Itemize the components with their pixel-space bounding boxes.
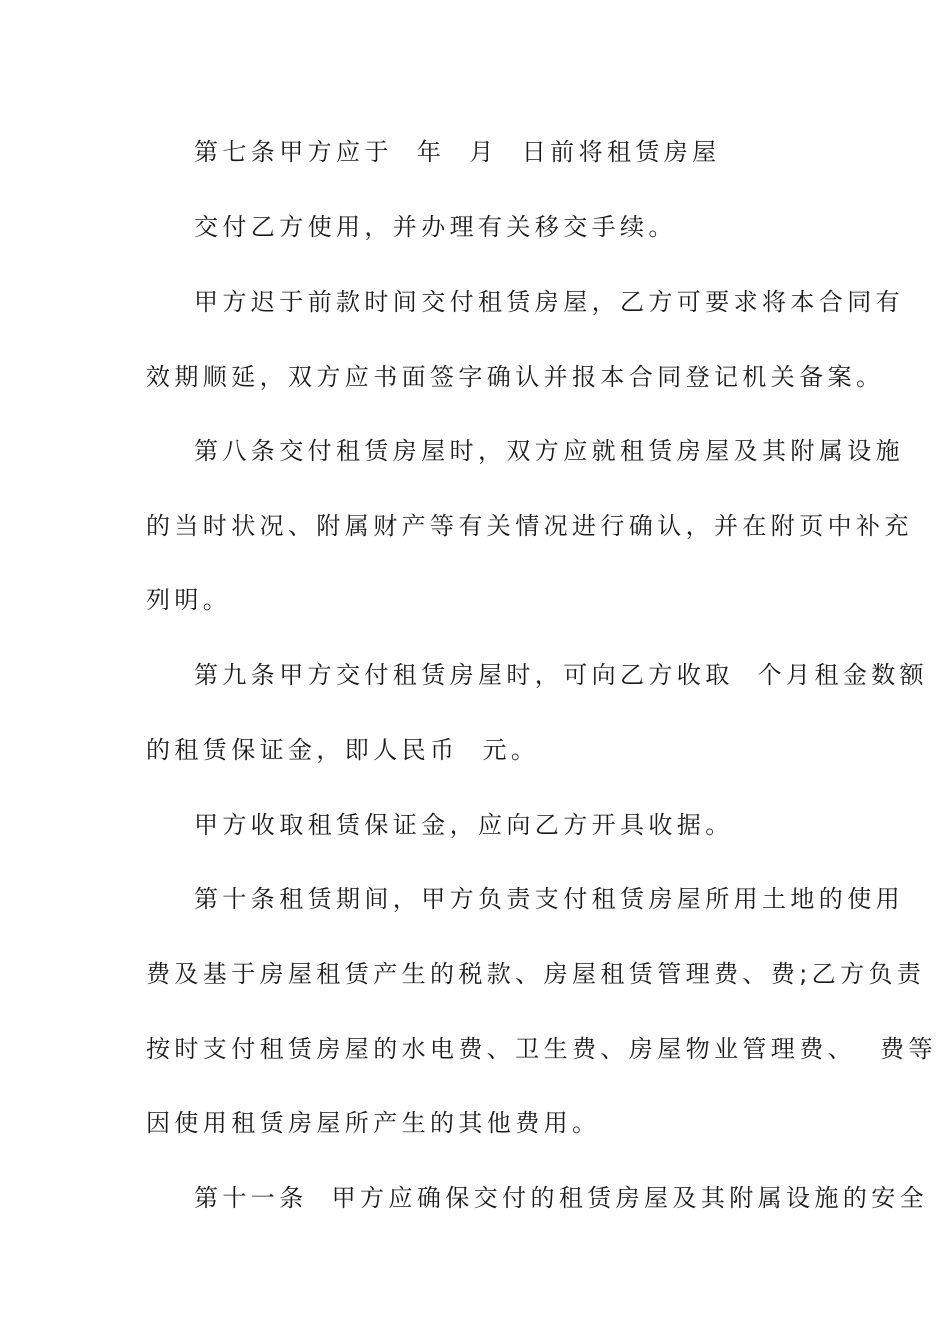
text-line: 的当时状况、附属财产等有关情况进行确认，并在附页中补充 [146, 512, 913, 540]
text-line: 列明。 [146, 586, 232, 614]
text-line: 因使用租赁房屋所产生的其他费用。 [146, 1109, 601, 1137]
text-line-article-7: 第七条甲方应于 年 月 日前将租赁房屋 [194, 138, 721, 166]
text-line-article-8: 第八条交付租赁房屋时，双方应就租赁房屋及其附属设施 [194, 437, 904, 465]
text-line: 费及基于房屋租赁产生的税款、房屋租赁管理费、费;乙方负责 [146, 960, 926, 988]
text-line: 甲方收取租赁保证金，应向乙方开具收据。 [194, 811, 734, 839]
text-line-article-9: 第九条甲方交付租赁房屋时，可向乙方收取 个月租金数额 [194, 661, 929, 689]
text-line: 按时支付租赁房屋的水电费、卫生费、房屋物业管理费、 费等 [146, 1035, 937, 1063]
text-line-article-10: 第十条租赁期间，甲方负责支付租赁房屋所用土地的使用 [194, 885, 904, 913]
text-line: 交付乙方使用，并办理有关移交手续。 [194, 213, 677, 241]
text-line: 效期顺延，双方应书面签字确认并报本合同登记机关备案。 [146, 363, 885, 391]
text-line: 甲方迟于前款时间交付租赁房屋，乙方可要求将本合同有 [194, 288, 904, 316]
text-line-article-11: 第十一条 甲方应确保交付的租赁房屋及其附属设施的安全 [194, 1184, 929, 1212]
text-line: 的租赁保证金，即人民币 元。 [146, 736, 540, 764]
